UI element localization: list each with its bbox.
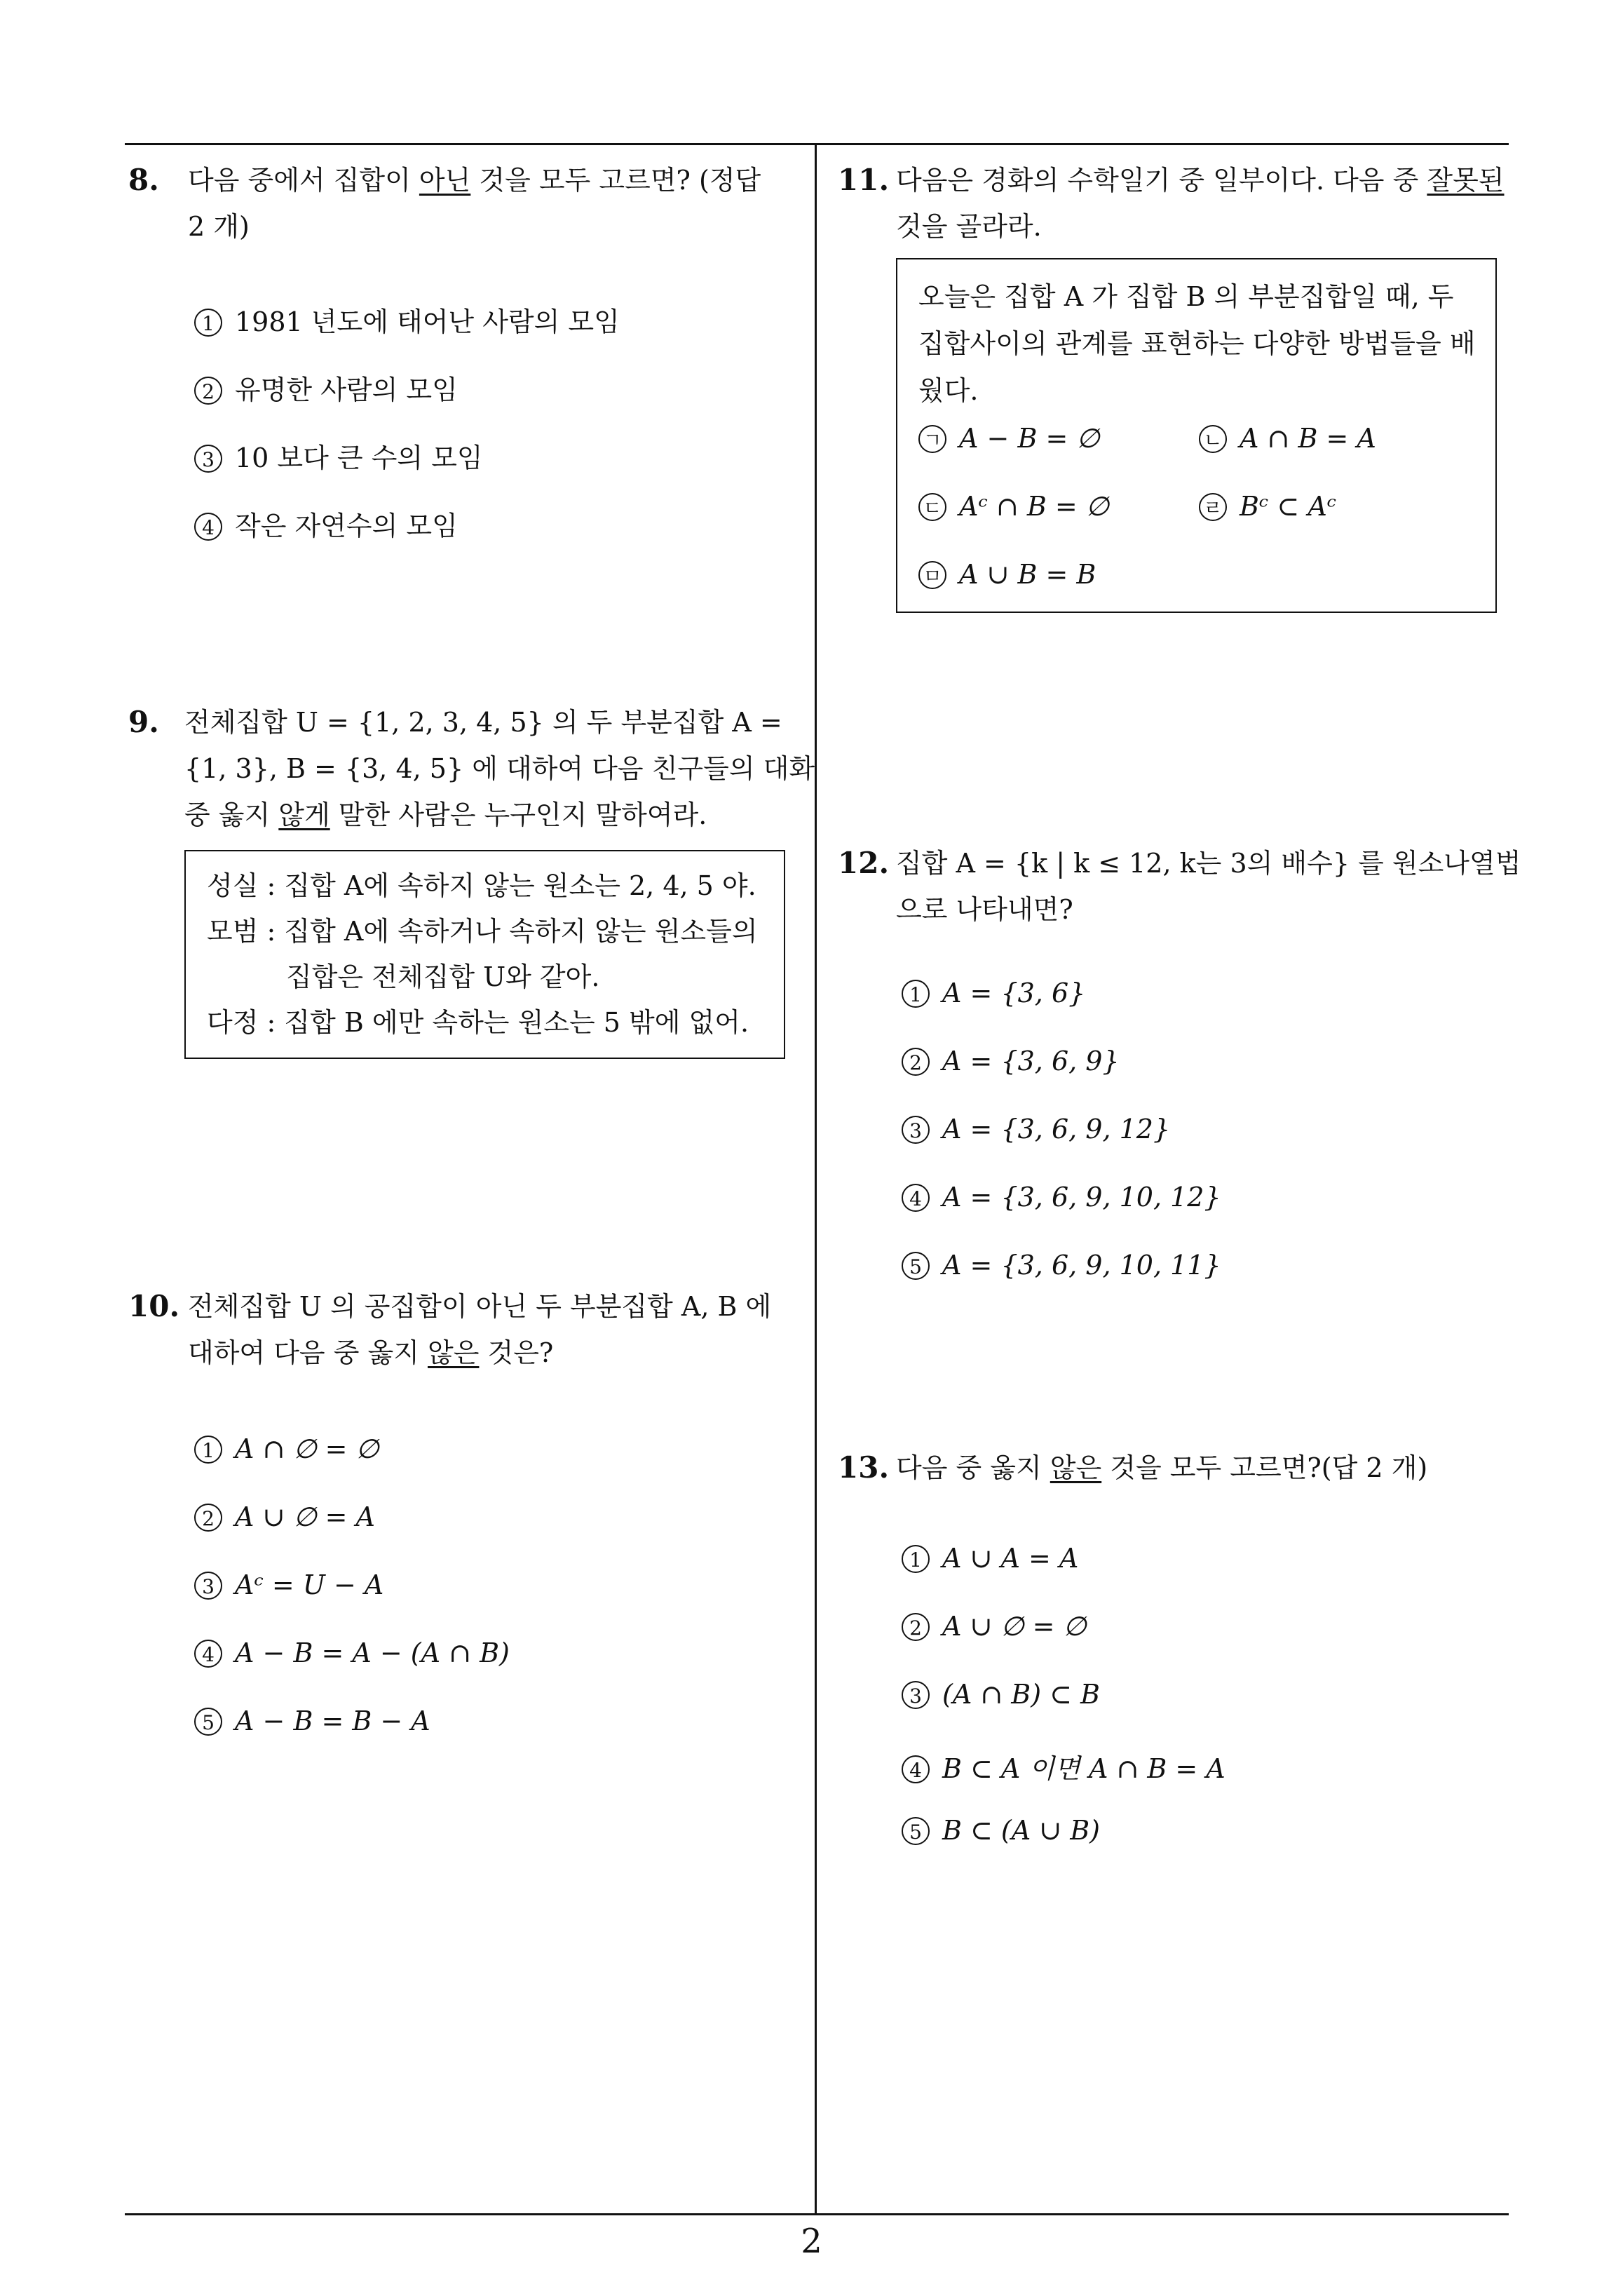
emphasis-underline: 아닌	[419, 165, 471, 196]
option-1[interactable]: 1 A ∪ A = A	[902, 1543, 1078, 1575]
question-number: 10.	[128, 1289, 180, 1323]
item-a: ㄱ A − B = ∅	[918, 423, 1099, 455]
diary-box: 오늘은 집합 A 가 집합 B 의 부분집합일 때, 두 집합사이의 관계를 표현하는 다양한 방법들을 배 웠다. ㄱ A − B = ∅ ㄴ A ∩ B = A ㄷ Aᶜ ∩ B = ∅ ㄹ Bᶜ ⊂ Aᶜ ㅁ A ∪ B = B	[896, 258, 1497, 613]
circled-number-icon: 2	[194, 377, 222, 405]
option-4[interactable]: 4 A − B = A − (A ∩ B)	[194, 1637, 510, 1670]
circled-number-icon: 3	[194, 445, 222, 473]
circled-number-icon: 5	[902, 1252, 930, 1280]
item-c: ㄷ Aᶜ ∩ B = ∅	[918, 491, 1109, 523]
question-stem: 다음 중 옳지 않은 것을 모두 고르면?(답 2 개)	[896, 1452, 1428, 1483]
circled-letter-icon: ㅁ	[918, 561, 946, 589]
circled-letter-icon: ㄱ	[918, 425, 946, 453]
question-number: 11.	[838, 163, 890, 197]
option-4[interactable]: 4 B ⊂ A 이면 A ∩ B = A	[902, 1747, 1225, 1785]
option-1[interactable]: 1 A = {3, 6}	[902, 978, 1085, 1010]
question-stem: 전체집합 U 의 공집합이 아닌 두 부분집합 A, B 에 대하여 다음 중 옳지 않은 것은?	[188, 1291, 772, 1368]
question-number: 9.	[128, 705, 159, 739]
circled-number-icon: 1	[194, 309, 222, 337]
option-2[interactable]: 2 A ∪ ∅ = ∅	[902, 1611, 1087, 1643]
question-number: 12.	[838, 846, 890, 880]
circled-number-icon: 4	[902, 1184, 930, 1212]
option-2[interactable]: 2 A = {3, 6, 9}	[902, 1046, 1120, 1078]
circled-number-icon: 4	[194, 1640, 222, 1668]
item-b: ㄴ A ∩ B = A	[1199, 423, 1376, 455]
question-stem: 다음은 경화의 수학일기 중 일부이다. 다음 중 잘못된 것을 골라라.	[896, 165, 1505, 242]
circled-number-icon: 3	[902, 1116, 930, 1144]
question-stem: 전체집합 U = {1, 2, 3, 4, 5} 의 두 부분집합 A = {1, 3}, B = {3, 4, 5} 에 대하여 다음 친구들의 대화 중 옳지 않게 말한 사람은 누구인지 말하여라.	[184, 707, 815, 830]
option-5[interactable]: 5 A − B = B − A	[194, 1706, 430, 1738]
top-rule	[125, 143, 1509, 145]
question-number: 13.	[838, 1450, 890, 1485]
option-1[interactable]: 1 A ∩ ∅ = ∅	[194, 1433, 379, 1466]
circled-number-icon: 1	[194, 1436, 222, 1464]
option-2[interactable]: 2 A ∪ ∅ = A	[194, 1501, 375, 1534]
option-3[interactable]: 3 Aᶜ = U − A	[194, 1569, 383, 1602]
option-2[interactable]: 2 유명한 사람의 모임	[194, 368, 458, 407]
option-5[interactable]: 5 A = {3, 6, 9, 10, 11}	[902, 1250, 1221, 1282]
circled-number-icon: 5	[194, 1708, 222, 1736]
circled-number-icon: 3	[194, 1572, 222, 1600]
circled-letter-icon: ㄷ	[918, 493, 946, 521]
item-d: ㄹ Bᶜ ⊂ Aᶜ	[1199, 491, 1336, 523]
emphasis-underline: 잘못된	[1427, 165, 1505, 196]
question-number: 8.	[128, 163, 159, 197]
page-number: 2	[801, 2222, 822, 2261]
option-3[interactable]: 3 (A ∩ B) ⊂ B	[902, 1679, 1100, 1711]
option-4[interactable]: 4 A = {3, 6, 9, 10, 12}	[902, 1182, 1221, 1214]
question-stem: 집합 A = {k | k ≤ 12, k는 3의 배수} 를 원소나열법 으로 나타내면?	[896, 848, 1521, 925]
circled-letter-icon: ㄴ	[1199, 425, 1227, 453]
emphasis-underline: 않은	[1050, 1452, 1102, 1483]
circled-number-icon: 5	[902, 1817, 930, 1845]
emphasis-underline: 않게	[278, 799, 330, 830]
circled-number-icon: 3	[902, 1681, 930, 1709]
circled-number-icon: 2	[902, 1613, 930, 1641]
option-3[interactable]: 3 10 보다 큰 수의 모임	[194, 436, 483, 475]
dialogue-box: 성실 : 집합 A에 속하지 않는 원소는 2, 4, 5 야. 모범 : 집합 A에 속하거나 속하지 않는 원소들의 집합은 전체집합 U와 같아. 다정 : 집합 B 에만 속하는 원소는 5 밖에 없어.	[184, 850, 785, 1059]
circled-number-icon: 2	[194, 1504, 222, 1532]
item-e: ㅁ A ∪ B = B	[918, 559, 1096, 591]
column-divider	[815, 143, 817, 2213]
circled-letter-icon: ㄹ	[1199, 493, 1227, 521]
circled-number-icon: 4	[902, 1755, 930, 1783]
option-3[interactable]: 3 A = {3, 6, 9, 12}	[902, 1114, 1170, 1146]
circled-number-icon: 2	[902, 1048, 930, 1076]
bottom-rule	[125, 2213, 1509, 2215]
circled-number-icon: 1	[902, 980, 930, 1008]
circled-number-icon: 1	[902, 1545, 930, 1573]
option-1[interactable]: 1 1981 년도에 태어난 사람의 모임	[194, 300, 620, 339]
question-stem: 다음 중에서 집합이 아닌 것을 모두 고르면? (정답 2 개)	[188, 165, 761, 242]
circled-number-icon: 4	[194, 513, 222, 541]
option-5[interactable]: 5 B ⊂ (A ∪ B)	[902, 1815, 1100, 1847]
option-4[interactable]: 4 작은 자연수의 모임	[194, 504, 458, 543]
emphasis-underline: 않은	[427, 1337, 480, 1368]
